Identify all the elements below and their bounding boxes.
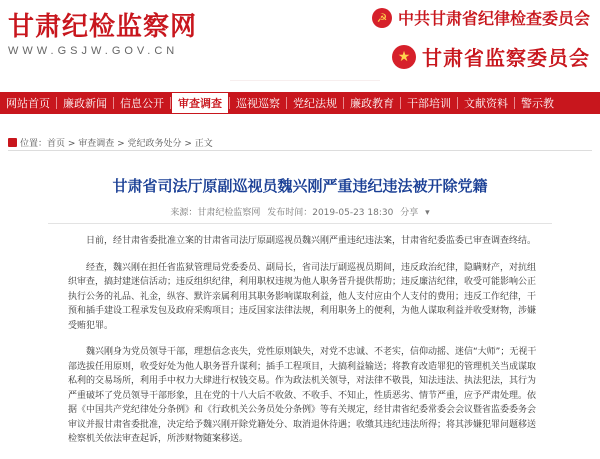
nav-home[interactable]: 网站首页: [6, 97, 50, 110]
nav-training[interactable]: 干部培训: [407, 97, 451, 110]
article-source: 来源：甘肃纪检监察网: [170, 208, 261, 218]
logo-chinese: 甘肃纪检监察网: [8, 12, 198, 42]
site-header: [0, 0, 600, 92]
national-emblem-icon: ★: [392, 45, 416, 69]
nav-documents[interactable]: 文献资料: [464, 97, 508, 110]
chevron-down-icon[interactable]: ▾: [425, 208, 430, 218]
article-time: 发布时间：2019-05-23 18:30: [267, 208, 394, 218]
org-commission-name: 中共甘肃省纪律检查委员会: [397, 9, 590, 28]
nav-warning[interactable]: 警示教: [521, 97, 554, 110]
nav-investigation[interactable]: 审查调查: [171, 92, 229, 114]
article-paragraph: 日前，经甘肃省委批准立案的甘肃省司法厅原副巡视员魏兴刚严重违纪违法案，甘肃省纪委监委已审查调查终结。: [86, 236, 537, 246]
nav-disclosure[interactable]: 信息公开: [120, 97, 164, 110]
article-paragraph: 经查，魏兴刚在担任省监狱管理局党委委员、副局长，省司法厅副巡视员期间，违反政治纪律，隐瞒财产，对抗组织审查，搞封建迷信活动；违反组织纪律，利用职权违规为他人职务晋升提供帮助；违反廉洁纪律，收受可能影响公正执行公务的礼品、礼金，纵容、默许亲属利用其职务影响谋取利益，他人支付应由个人支付的费用；违反工作纪律，干预和插手建设工程承发包及政府采购项目；违反国家法律法规，利用职务上的便利，为他人谋取利益并收受财物，涉嫌受贿犯罪。: [68, 262, 537, 331]
nav-education[interactable]: 廉政教育: [350, 97, 394, 110]
main-nav: [0, 92, 600, 114]
article-title: 甘肃省司法厅原副巡视员魏兴刚严重违纪违法被开除党籍: [112, 177, 488, 195]
article-body: [68, 234, 544, 459]
article-paragraph: 魏兴刚身为党员领导干部，理想信念丧失，党性原则缺失，对党不忠诚、不老实，信仰动摇、迷信“大师”；无视干部选拔任用原则，收受好处为他人职务晋升谋利；插手工程项目，大搞利益输送；将教育改造罪犯的管理机关当成谋取私利的交易场所，利用手中权力大肆进行权钱交易。作为政法机关领导，对法律不敬畏，知法违法、执法犯法，其行为严重破坏了党员领导干部形象，且在党的十八大后不收敛、不收手、不知止，性质恶劣、情节严重，应予严肃处理。依据《中国共产党纪律处分条例》和《行政机关公务员处分条例》等有关规定，经甘肃省纪委常委会会议暨省监委委务会审议并报甘肃省委批准，决定给予魏兴刚开除党籍处分、取消退休待遇；收缴其违纪违法所得；将其涉嫌犯罪问题移送检察机关依法审查起诉，所涉财物随案移送。: [68, 347, 537, 444]
nav-news[interactable]: 廉政新闻: [63, 97, 107, 110]
nav-regulations[interactable]: 党纪法规: [293, 97, 337, 110]
breadcrumb-text[interactable]: 位置：首页 > 审查调查 > 党纪政务处分 > 正文: [20, 139, 213, 149]
breadcrumb: [8, 136, 213, 149]
home-icon: [8, 138, 17, 147]
share-button[interactable]: 分享: [400, 208, 419, 218]
nav-inspection[interactable]: 巡视巡察: [236, 97, 280, 110]
breadcrumb-divider: [8, 150, 592, 151]
header-decoration: [230, 20, 380, 81]
party-emblem-icon: ☭: [372, 8, 392, 28]
org-commission: [372, 6, 590, 29]
logo-url: WWW.GSJW.GOV.CN: [8, 45, 179, 57]
meta-divider: [48, 223, 552, 224]
site-logo[interactable]: [8, 6, 197, 57]
article-meta: [0, 205, 600, 218]
org-supervision: [392, 42, 590, 71]
org-supervision-name: 甘肃省监察委员会: [422, 46, 590, 70]
